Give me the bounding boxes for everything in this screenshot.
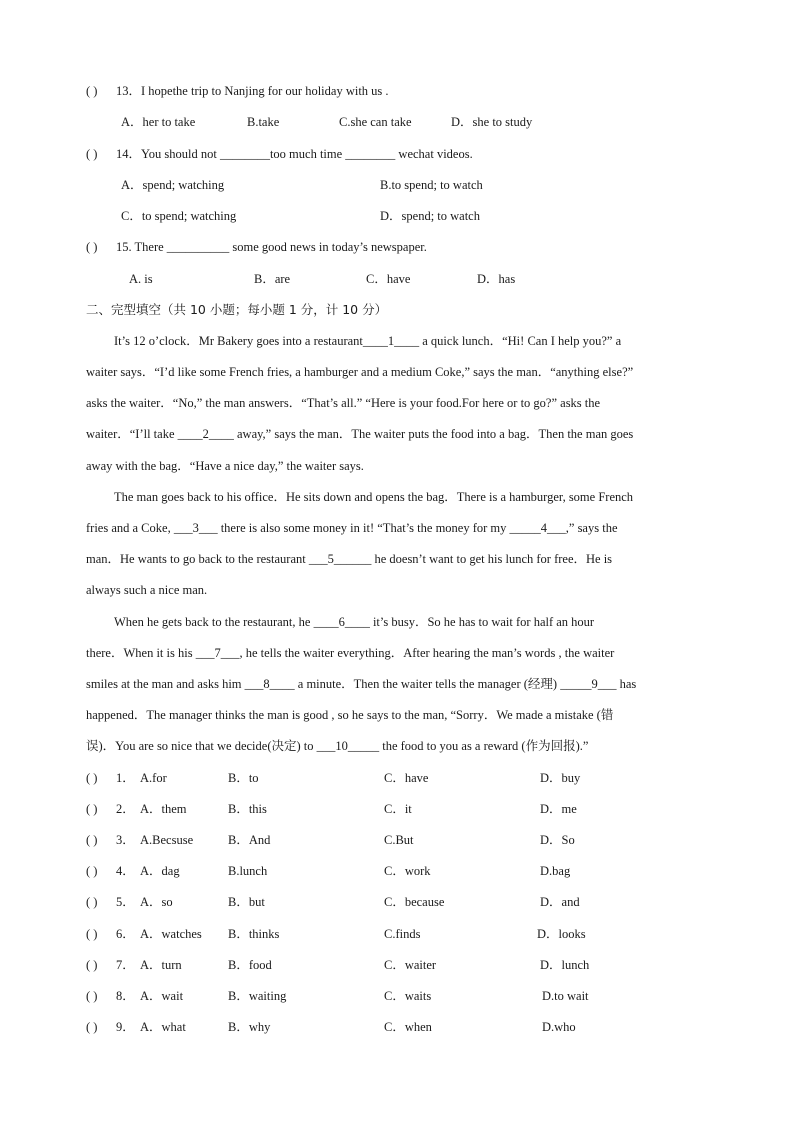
answer-paren: ( ) <box>86 958 98 972</box>
passage-line: waiter says．“I’d like some French fries, a hamburger and a medium Coke,” says the man．“anything else?” <box>86 365 634 379</box>
passage-line: It’s 12 o’clock．Mr Bakery goes into a restaurant____1____ a quick lunch．“Hi! Can I help you?” a <box>114 334 622 348</box>
option-b: B．why <box>228 1020 271 1034</box>
option-b: B．food <box>228 958 272 972</box>
passage-line: asks the waiter．“No,” the man answers．“That’s all.” “Here is your food.For here or to go?” asks the <box>86 396 601 410</box>
option-b: B．this <box>228 802 267 816</box>
cloze-question-7 <box>86 957 182 973</box>
option-c: C．it <box>384 802 412 816</box>
answer-paren: ( ) <box>86 240 98 254</box>
answer-paren: ( ) <box>86 802 98 816</box>
option-d: D.to wait <box>542 989 589 1003</box>
option-b: B．thinks <box>228 927 280 941</box>
answer-paren: ( ) <box>86 864 98 878</box>
option-c: C.But <box>384 833 414 847</box>
option-d: D．lunch <box>540 958 590 972</box>
question-text: 14．You should not ________too much time ________ wechat videos. <box>116 147 473 161</box>
question-14 <box>86 146 473 162</box>
question-number: 3． <box>116 833 135 847</box>
option-c: C．when <box>384 1020 432 1034</box>
option-a: A.for <box>140 771 167 785</box>
option-c: C.finds <box>384 927 421 941</box>
option-d: D.who <box>542 1020 576 1034</box>
option-a: A．them <box>140 802 187 816</box>
answer-paren: ( ) <box>86 833 98 847</box>
option-c: C．have <box>384 771 429 785</box>
question-text: 15. There __________ some good news in today’s newspaper. <box>116 240 427 254</box>
passage-line: The man goes back to his office．He sits down and opens the bag．There is a hamburger, some French <box>114 490 634 504</box>
answer-paren: ( ) <box>86 771 98 785</box>
q14-option-d: D．spend; to watch <box>380 209 480 223</box>
option-d: D．and <box>540 895 580 909</box>
answer-paren: ( ) <box>86 147 98 161</box>
passage-line: man．He wants to go back to the restaurant ___5______ he doesn’t want to get his lunch for free．He is <box>86 552 613 566</box>
q14-option-c: C．to spend; watching <box>121 209 237 223</box>
option-a: A．turn <box>140 958 182 972</box>
passage-line: happened．The manager thinks the man is good , so he says to the man, “Sorry．We made a mistake (错 <box>86 708 614 722</box>
answer-paren: ( ) <box>86 989 98 1003</box>
option-c: C．waiter <box>384 958 437 972</box>
option-a: A．so <box>140 895 173 909</box>
cloze-question-9 <box>86 1019 186 1035</box>
question-15 <box>86 239 427 255</box>
question-number: 5． <box>116 895 135 909</box>
passage-line: there．When it is his ___7___, he tells the waiter everything．After hearing the man’s words , the waiter <box>86 646 615 660</box>
option-b: B.lunch <box>228 864 268 878</box>
cloze-question-6 <box>86 926 202 942</box>
question-number: 9． <box>116 1020 135 1034</box>
cloze-question-4 <box>86 863 180 879</box>
passage-line: waiter．“I’ll take ____2____ away,” says the man．The waiter puts the food into a bag．Then the man goes <box>86 427 634 441</box>
q15-option-d: D．has <box>477 272 516 286</box>
answer-paren: ( ) <box>86 84 98 98</box>
passage-line: smiles at the man and asks him ___8____ a minute．Then the waiter tells the manager (经理) _____9___ has <box>86 677 637 691</box>
question-number: 6． <box>116 927 135 941</box>
option-a: A.Becsuse <box>140 833 194 847</box>
question-number: 4． <box>116 864 135 878</box>
question-number: 1． <box>116 771 135 785</box>
option-c: C．waits <box>384 989 432 1003</box>
option-d: D．me <box>540 802 577 816</box>
option-b: B．to <box>228 771 259 785</box>
option-b: B．waiting <box>228 989 287 1003</box>
answer-paren: ( ) <box>86 927 98 941</box>
question-number: 2． <box>116 802 135 816</box>
option-d: D．So <box>540 833 575 847</box>
passage-line: 误)．You are so nice that we decide(决定) to ___10_____ the food to you as a reward (作为回报).” <box>86 739 589 753</box>
q15-option-a: A. is <box>129 272 153 286</box>
question-text: 13．I hopethe trip to Nanjing for our holiday with us . <box>116 84 389 98</box>
option-c: C．work <box>384 864 431 878</box>
passage-line: fries and a Coke, ___3___ there is also some money in it! “That’s the money for my _____4___,” says the <box>86 521 618 535</box>
option-a: A．wait <box>140 989 184 1003</box>
question-number: 8． <box>116 989 135 1003</box>
q13-option-b: B.take <box>247 115 280 129</box>
question-number: 7． <box>116 958 135 972</box>
option-d: D．buy <box>540 771 581 785</box>
cloze-question-8 <box>86 988 183 1004</box>
passage-line: always such a nice man. <box>86 583 208 597</box>
option-c: C．because <box>384 895 445 909</box>
q14-option-a: A．spend; watching <box>121 178 225 192</box>
option-a: A．what <box>140 1020 186 1034</box>
passage-line: When he gets back to the restaurant, he ____6____ it’s busy．So he has to wait for half an hour <box>114 615 595 629</box>
question-13 <box>86 83 389 99</box>
option-b: B．And <box>228 833 271 847</box>
q15-option-c: C．have <box>366 272 411 286</box>
cloze-question-2 <box>86 801 187 817</box>
option-a: A．dag <box>140 864 180 878</box>
q13-option-c: C.she can take <box>339 115 412 129</box>
option-a: A．watches <box>140 927 202 941</box>
cloze-question-1 <box>86 770 167 786</box>
answer-paren: ( ) <box>86 1020 98 1034</box>
section-title: 二、完型填空（共 10 小题；每小题 1 分，计 10 分） <box>86 302 388 317</box>
option-b: B．but <box>228 895 265 909</box>
option-d: D.bag <box>540 864 571 878</box>
q14-option-b: B.to spend; to watch <box>380 178 483 192</box>
option-d: D．looks <box>537 927 586 941</box>
q13-option-d: D．she to study <box>451 115 533 129</box>
answer-paren: ( ) <box>86 895 98 909</box>
passage-line: away with the bag．“Have a nice day,” the waiter says. <box>86 459 364 473</box>
q15-option-b: B．are <box>254 272 291 286</box>
cloze-question-3 <box>86 832 193 848</box>
cloze-question-5 <box>86 894 173 910</box>
q13-option-a: A．her to take <box>121 115 196 129</box>
